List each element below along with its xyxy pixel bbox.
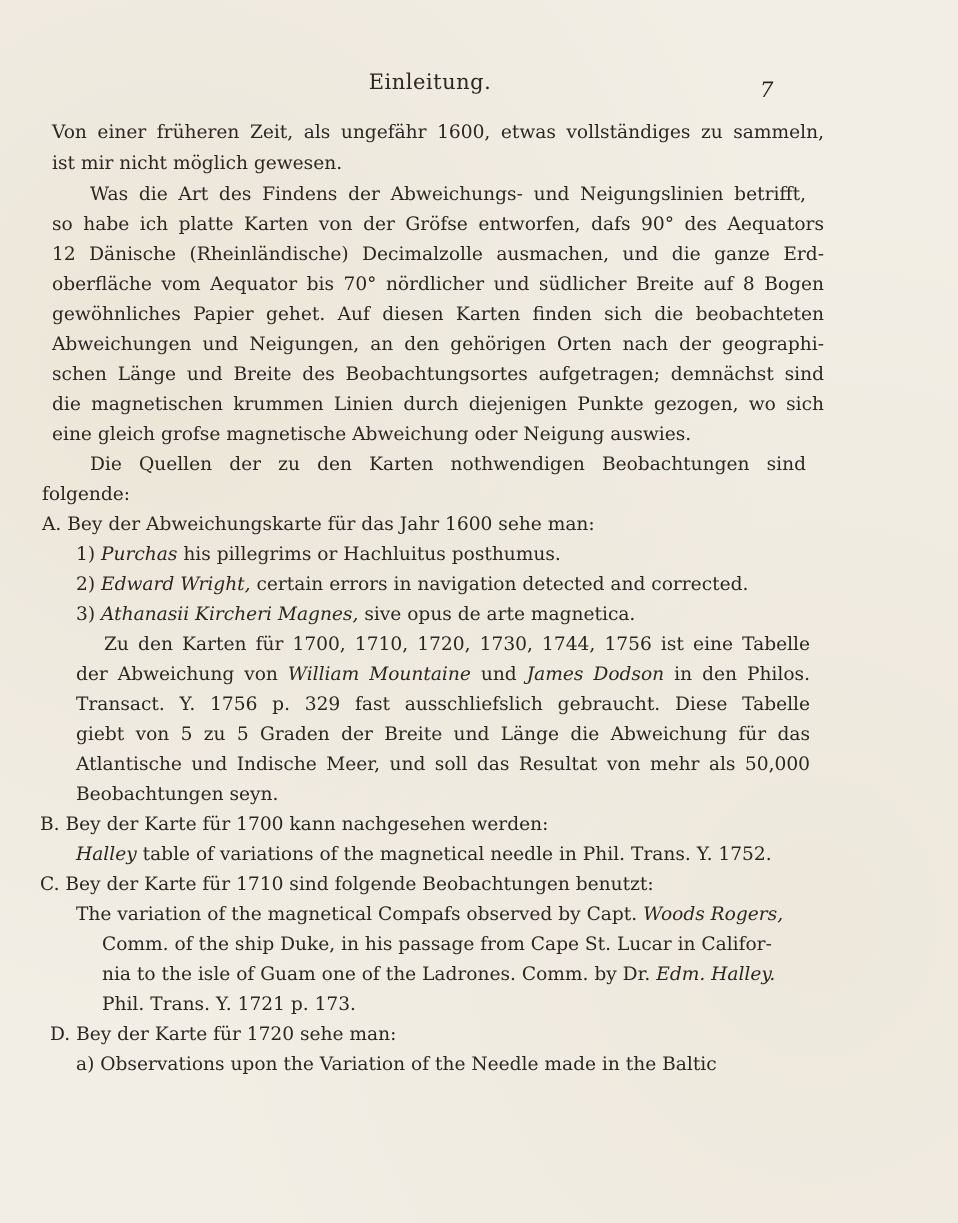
author-name: Edm. Halley. (656, 964, 776, 985)
text-line: der Abweichung von William Mountaine und James Dodson in den Philos. (76, 664, 810, 685)
source-item-1 (76, 544, 561, 566)
text-line: Von einer früheren Zeit, als ungefähr 1600, etwas vollständiges zu sammeln, (52, 122, 824, 143)
item-text: certain errors in navigation detected and corrected. (256, 574, 749, 595)
source-item-3 (76, 604, 635, 626)
text-line: die magnetischen krummen Linien durch diejenigen Punkte gezogen, wo sich (52, 394, 824, 415)
text-line: Comm. of the ship Duke, in his passage from Cape St. Lucar in Califor- (102, 934, 772, 955)
source-item (76, 844, 772, 866)
text-line: folgende: (42, 484, 131, 505)
author-name: Athanasii Kircheri Magnes, (101, 604, 359, 625)
text-line: schen Länge und Breite des Beobachtungsortes aufgetragen; demnächst sind (52, 364, 824, 385)
text-line: nia to the isle of Guam one of the Ladrones. Comm. by Dr. Edm. Halley. (102, 964, 776, 985)
running-header-title: Einleitung. (368, 70, 492, 94)
item-number: 3) (76, 604, 96, 625)
author-name: James Dodson (526, 664, 665, 685)
text-line: Atlantische und Indische Meer, und soll das Resultat von mehr als 50,000 (76, 754, 810, 775)
text-line: eine gleich grofse magnetische Abweichung oder Neigung auswies. (52, 424, 692, 445)
source-item: The variation of the magnetical Compafs observed by Capt. Woods Rogers, (76, 904, 784, 925)
text-line: Die Quellen der zu den Karten nothwendigen Beobachtungen sind (90, 454, 806, 475)
text-line: Was die Art des Findens der Abweichungs- und Neigungslinien betrifft, (90, 184, 806, 205)
item-number: 2) (76, 574, 96, 595)
text-line: so habe ich platte Karten von der Gröfse entworfen, dafs 90° des Aequators (52, 214, 824, 235)
text-line: gewöhnliches Papier gehet. Auf diesen Karten finden sich die beobachteten (52, 304, 824, 325)
item-text: his pillegrims or Hachluitus posthumus. (183, 544, 561, 565)
text-line: oberfläche vom Aequator bis 70° nördlicher und südlicher Breite auf 8 Bogen (52, 274, 824, 295)
text-line: Zu den Karten für 1700, 1710, 1720, 1730, 1744, 1756 ist eine Tabelle (104, 634, 810, 655)
source-item-2 (76, 574, 748, 596)
text-line: ist mir nicht möglich gewesen. (52, 153, 343, 174)
page-number: 7 (760, 78, 774, 102)
item-text: sive opus de arte magnetica. (364, 604, 636, 625)
author-name: Purchas (101, 544, 178, 565)
section-heading-d: D. Bey der Karte für 1720 sehe man: (50, 1024, 397, 1045)
author-name: Halley (76, 844, 137, 865)
source-item: a) Observations upon the Variation of the Needle made in the Baltic (76, 1054, 717, 1075)
section-heading-b: B. Bey der Karte für 1700 kann nachgesehen werden: (40, 814, 549, 835)
author-name: William Mountaine (287, 664, 471, 685)
text-line: Transact. Y. 1756 p. 329 fast ausschliefslich gebraucht. Diese Tabelle (76, 694, 810, 715)
author-name: Woods Rogers, (643, 904, 784, 925)
section-heading-a: A. Bey der Abweichungskarte für das Jahr 1600 sehe man: (42, 514, 595, 535)
text-line: Abweichungen und Neigungen, an den gehörigen Orten nach der geographi- (52, 334, 824, 355)
text-line: Beobachtungen seyn. (76, 784, 279, 805)
text-line: 12 Dänische (Rheinländische) Decimalzolle ausmachen, und die ganze Erd- (52, 244, 824, 265)
item-number: 1) (76, 544, 96, 565)
text-line: Phil. Trans. Y. 1721 p. 173. (102, 994, 356, 1015)
section-heading-c: C. Bey der Karte für 1710 sind folgende Beobachtungen benutzt: (40, 874, 654, 895)
text-line: giebt von 5 zu 5 Graden der Breite und Länge die Abweichung für das (76, 724, 810, 745)
item-text: table of variations of the magnetical needle in Phil. Trans. Y. 1752. (142, 844, 772, 865)
author-name: Edward Wright, (101, 574, 251, 595)
